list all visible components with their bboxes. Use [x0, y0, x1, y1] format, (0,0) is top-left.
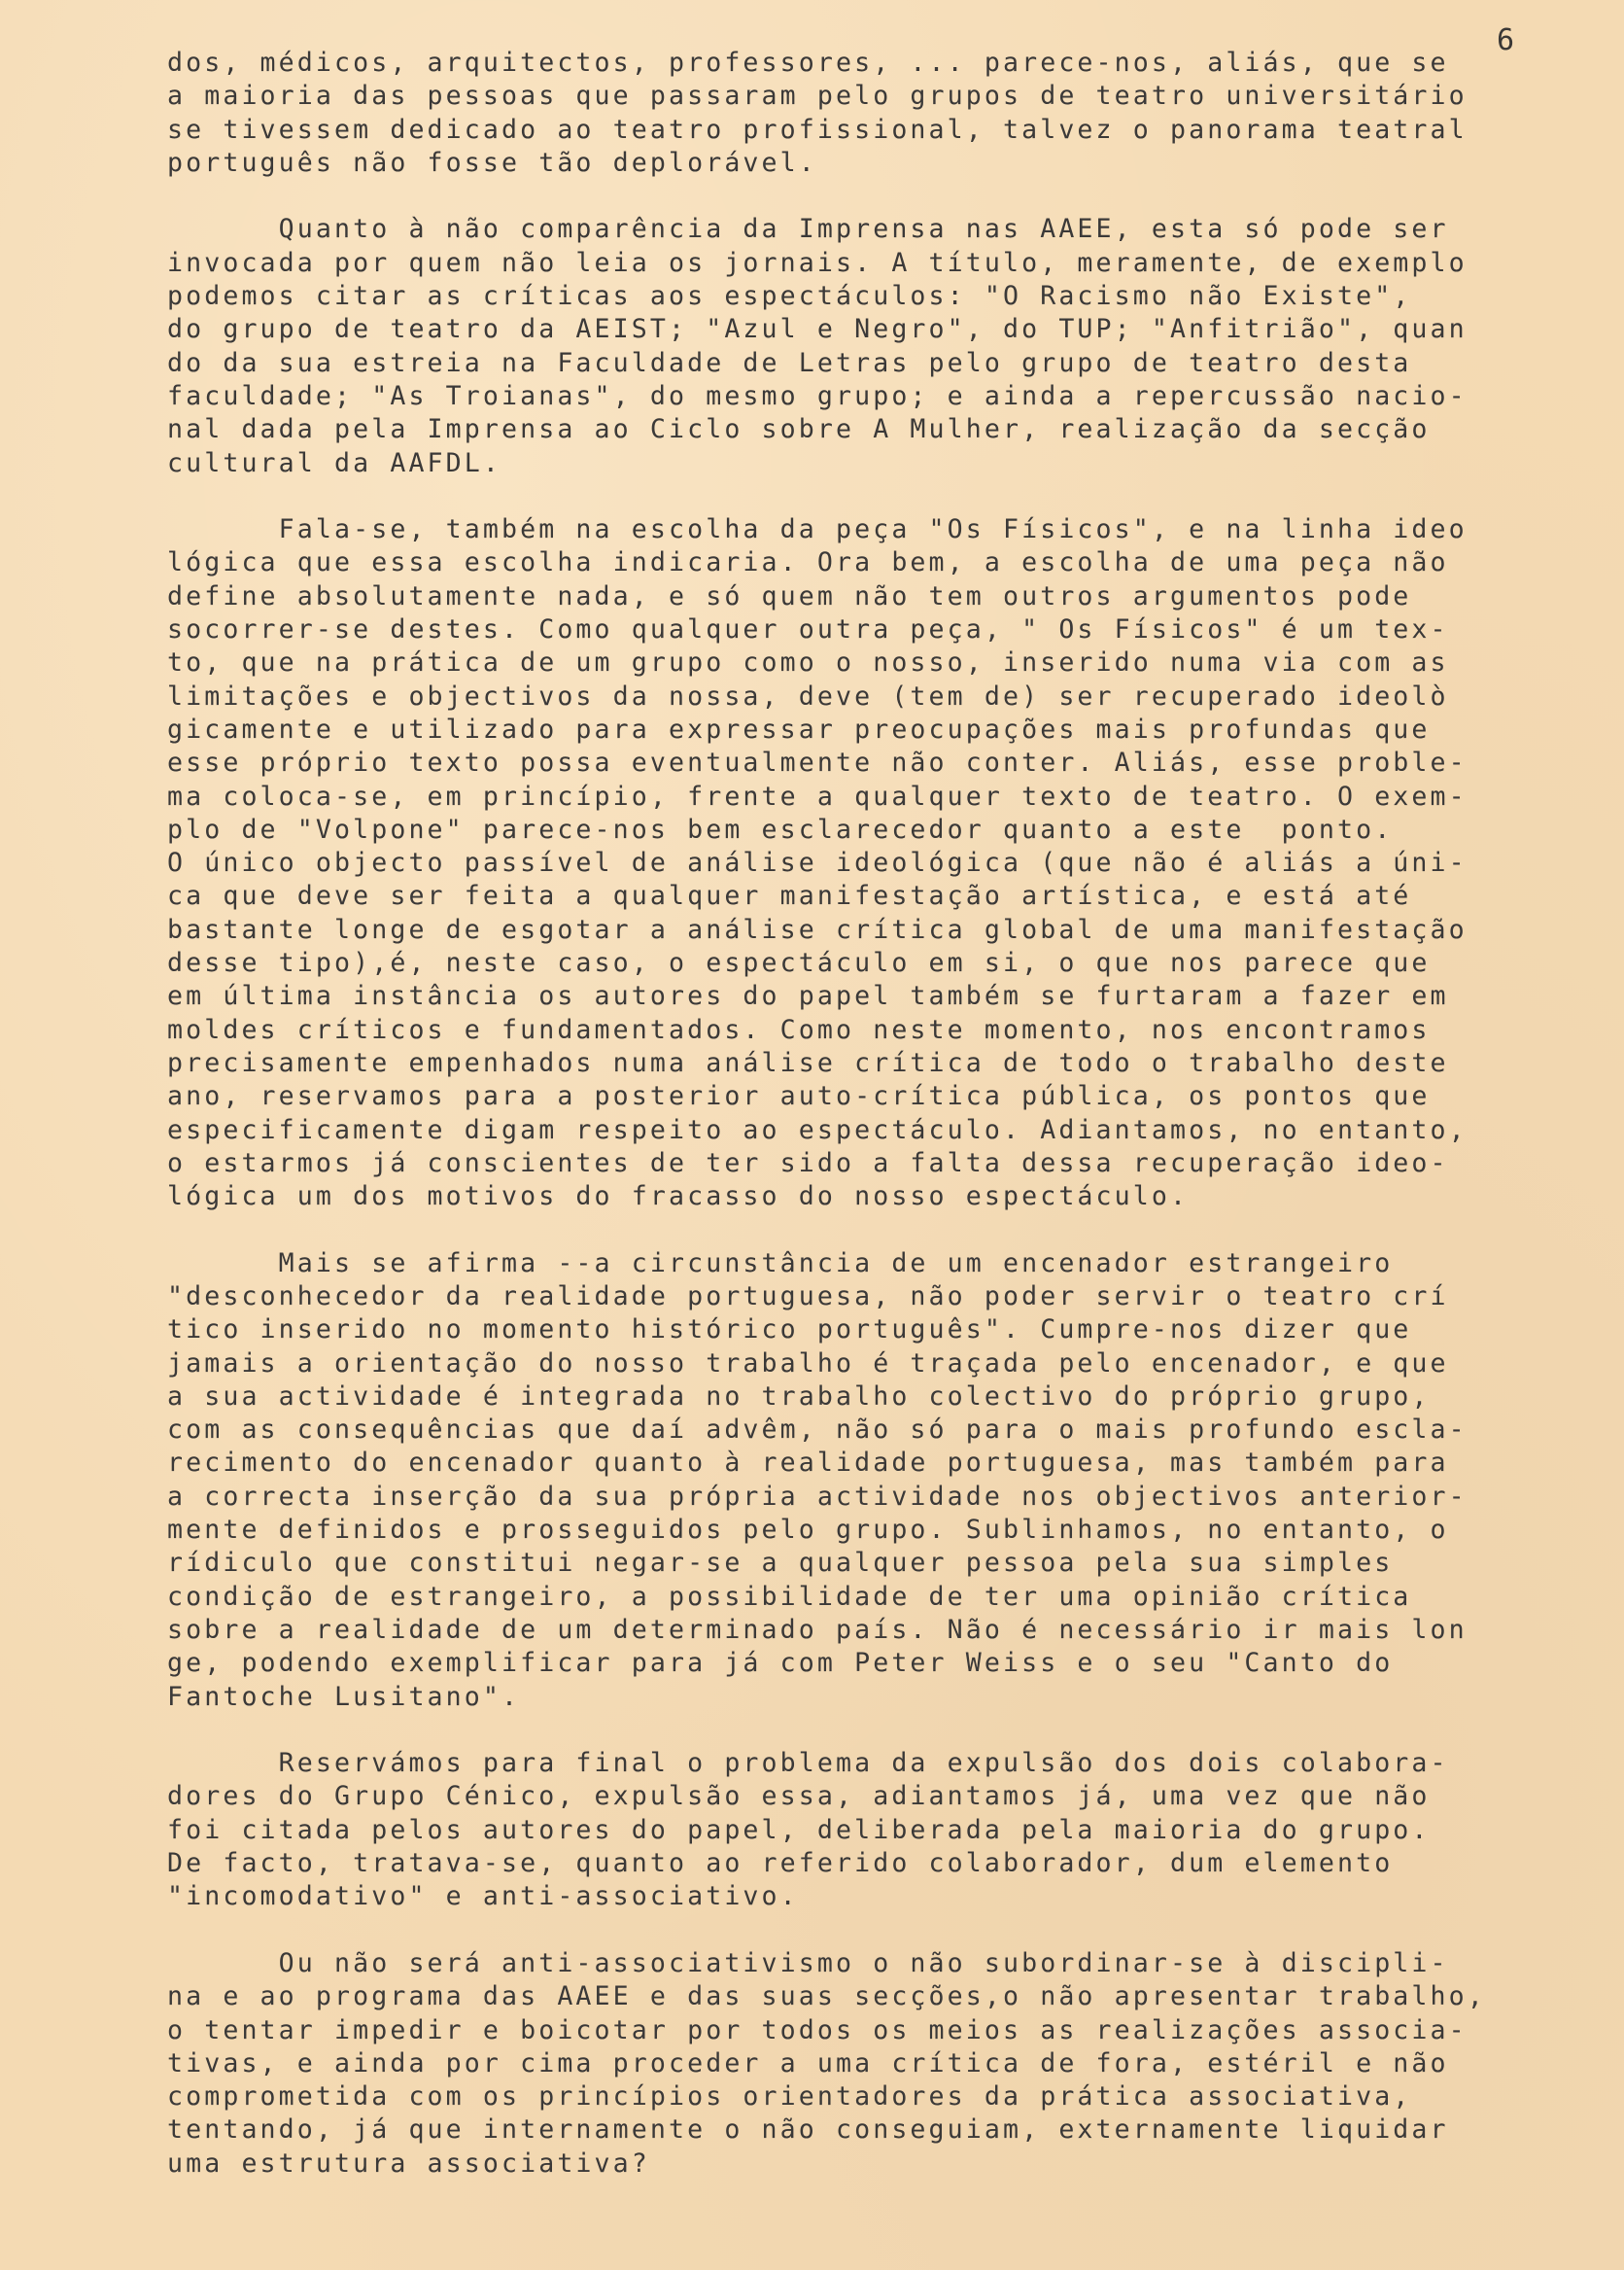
text-line: plo de "Volpone" parece-nos bem esclarecedor quanto a este ponto. [167, 814, 1394, 845]
text-line: o estarmos já conscientes de ter sido a falta dessa recuperação ideo- [167, 1147, 1449, 1178]
text-line: se tivessem dedicado ao teatro profissional, talvez o panorama teatral [167, 114, 1468, 145]
text-line: especificamente digam respeito ao espectáculo. Adiantamos, no entanto, [167, 1114, 1468, 1145]
text-line: invocada por quem não leia os jornais. A título, meramente, de exemplo [167, 247, 1468, 278]
text-line: "desconhecedor da realidade portuguesa, não poder servir o teatro crí [167, 1280, 1449, 1311]
text-line: foi citada pelos autores do papel, deliberada pela maioria do grupo. [167, 1814, 1431, 1845]
text-line: limitações e objectivos da nossa, deve (tem de) ser recuperado ideolò [167, 681, 1449, 712]
text-line: lógica um dos motivos do fracasso do nosso espectáculo. [167, 1181, 1190, 1212]
text-line: to, que na prática de um grupo como o nosso, inserido numa via com as [167, 647, 1449, 679]
text-line: Fantoche Lusitano". [167, 1681, 521, 1712]
paragraph-gap [167, 180, 1528, 213]
paragraph [167, 513, 1528, 1213]
text-line: Mais se afirma --a circunstância de um encenador estrangeiro [167, 1247, 1394, 1278]
text-line: do grupo de teatro da AEIST; "Azul e Negro", do TUP; "Anfitrião", quan [167, 314, 1468, 345]
text-line: tentando, já que internamente o não conseguiam, externamente liquidar [167, 2114, 1449, 2146]
text-line: sobre a realidade de um determinado país. Não é necessário ir mais lon [167, 1614, 1468, 1645]
text-line: bastante longe de esgotar a análise crítica global de uma manifestação [167, 914, 1468, 945]
text-line: socorrer-se destes. Como qualquer outra peça, " Os Físicos" é um tex- [167, 614, 1449, 646]
text-line: rídiculo que constitui negar-se a qualquer pessoa pela sua simples [167, 1548, 1394, 1579]
text-line: lógica que essa escolha indicaria. Ora bem, a escolha de uma peça não [167, 547, 1449, 578]
text-line: gicamente e utilizado para expressar preocupações mais profundas que [167, 714, 1431, 745]
paragraph [167, 1747, 1528, 1913]
text-line: esse próprio texto possa eventualmente não conter. Aliás, esse proble- [167, 748, 1468, 779]
text-line: Quanto à não comparência da Imprensa nas AAEE, esta só pode ser [167, 214, 1449, 245]
text-line: jamais a orientação do nosso trabalho é traçada pelo encenador, e que [167, 1347, 1449, 1379]
text-line: moldes críticos e fundamentados. Como neste momento, nos encontramos [167, 1014, 1431, 1045]
text-line: em última instância os autores do papel também se furtaram a fazer em [167, 981, 1449, 1012]
paragraph-gap [167, 1714, 1528, 1747]
text-line: dores do Grupo Cénico, expulsão essa, adiantamos já, uma vez que não [167, 1781, 1431, 1812]
text-line: português não fosse tão deplorável. [167, 147, 817, 178]
paragraph [167, 213, 1528, 479]
text-line: De facto, tratava-se, quanto ao referido colaborador, dum elemento [167, 1848, 1394, 1879]
text-line: dos, médicos, arquitectos, professores, ... parece-nos, aliás, que se [167, 48, 1449, 78]
text-line: comprometida com os princípios orientadores da prática associativa, [167, 2081, 1412, 2113]
text-line: condição de estrangeiro, a possibilidade de ter uma opinião crítica [167, 1581, 1412, 1612]
paragraph [167, 1247, 1528, 1714]
text-line: podemos citar as críticas aos espectáculos: "O Racismo não Existe", [167, 281, 1412, 312]
paragraph-gap [167, 480, 1528, 513]
text-line: a sua actividade é integrada no trabalho colectivo do próprio grupo, [167, 1380, 1431, 1412]
paragraph [167, 1947, 1528, 2181]
text-line: faculdade; "As Troianas", do mesmo grupo; e ainda a repercussão nacio- [167, 380, 1468, 411]
text-line: ge, podendo exemplificar para já com Peter Weiss e o seu "Canto do [167, 1648, 1394, 1679]
paragraph-gap [167, 1213, 1528, 1246]
text-line: ma coloca-se, em princípio, frente a qualquer texto de teatro. O exem- [167, 781, 1468, 812]
text-line: O único objecto passível de análise ideológica (que não é aliás a úni- [167, 848, 1468, 879]
text-line: Fala-se, também na escolha da peça "Os Físicos", e na linha ideo [167, 514, 1468, 545]
text-line: mente definidos e prosseguidos pelo grupo. Sublinhamos, no entanto, o [167, 1515, 1449, 1546]
text-line: Ou não será anti-associativismo o não subordinar-se à discipli- [167, 1947, 1449, 1978]
text-line: nal dada pela Imprensa ao Ciclo sobre A Mulher, realização da secção [167, 414, 1431, 445]
page-number: 6 [1497, 23, 1515, 57]
text-line: na e ao programa das AAEE e das suas secções,o não apresentar trabalho, [167, 1981, 1486, 2012]
text-line: tivas, e ainda por cima proceder a uma crítica de fora, estéril e não [167, 2047, 1449, 2078]
text-line: uma estrutura associativa? [167, 2148, 650, 2179]
text-line: precisamente empenhados numa análise crítica de todo o trabalho deste [167, 1047, 1449, 1078]
paragraph-gap [167, 1914, 1528, 1947]
text-line: a maioria das pessoas que passaram pelo grupos de teatro universitário [167, 81, 1468, 112]
text-line: "incomodativo" e anti-associativo. [167, 1881, 799, 1912]
text-line: o tentar impedir e boicotar por todos os meios as realizações associa- [167, 2014, 1468, 2045]
text-line: cultural da AAFDL. [167, 447, 501, 478]
document-body [167, 47, 1528, 2181]
text-line: desse tipo),é, neste caso, o espectáculo em si, o que nos parece que [167, 948, 1431, 979]
text-line: a correcta inserção da sua própria actividade nos objectivos anterior- [167, 1481, 1468, 1512]
text-line: ano, reservamos para a posterior auto-crítica pública, os pontos que [167, 1081, 1431, 1112]
text-line: do da sua estreia na Faculdade de Letras pelo grupo de teatro desta [167, 347, 1412, 378]
text-line: ca que deve ser feita a qualquer manifestação artística, e está até [167, 881, 1412, 912]
text-line: com as consequências que daí advêm, não só para o mais profundo escla- [167, 1414, 1468, 1446]
text-line: Reservámos para final o problema da expulsão dos dois colabora- [167, 1748, 1449, 1779]
text-line: recimento do encenador quanto à realidade portuguesa, mas também para [167, 1448, 1449, 1479]
text-line: define absolutamente nada, e só quem não tem outros argumentos pode [167, 580, 1412, 611]
text-line: tico inserido no momento histórico português". Cumpre-nos dizer que [167, 1314, 1412, 1345]
paragraph [167, 47, 1528, 180]
